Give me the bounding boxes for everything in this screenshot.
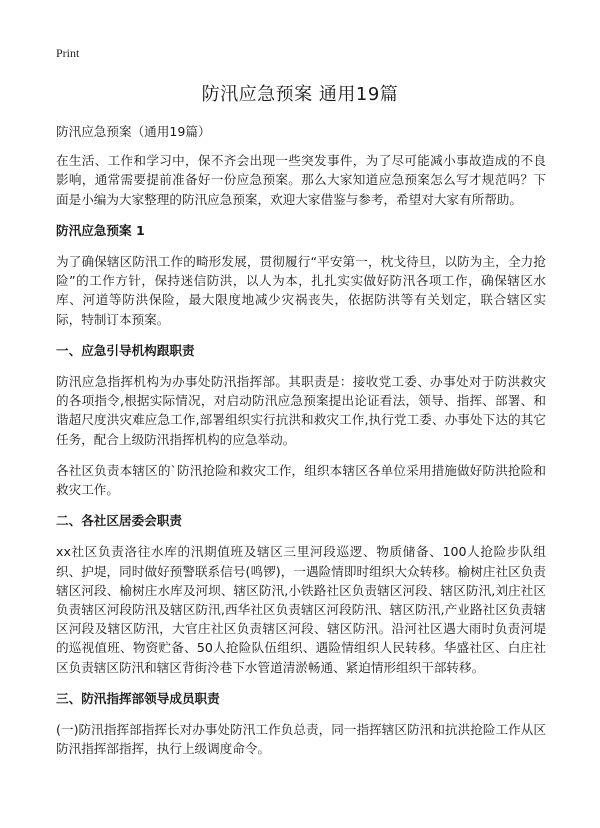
section1-heading: 一、应急引导机构跟职责 (56, 342, 195, 358)
section1-paragraph-1: 防汛应急指挥机构为办事处防汛指挥部。其职责是：接收党工委、办事处对于防洪救灾的各项指令,根据实际情况，对启动防汛应急预案提出论证看法，领导、指挥、部署、和谐超尺度洪灾难应急工作,部署组织实行抗洪和救灾工作,执行党工委、办事处下达的其它任务，配合上级防汛指挥机构的应急举动。 (56, 374, 546, 447)
print-label[interactable]: Print (56, 46, 80, 60)
section2-paragraph: xx社区负责洛往水库的汛期值班及辖区三里河段巡逻、物质储备、100人抢险步队组织、护堤，同时做好预警联系信号(鸣锣)，一遇险情即时组织大众转移。榆树庄社区负责辖区河段、榆树庄水库及河坝、辖区防汛,小铁路社区负责辖区河段、辖区防汛,刘庄社区负责辖区河段防汛及辖区防汛,西华社区负责辖区河段防汛、辖区防汛,产业路社区负责辖区河段及辖区防汛，大官庄社区负责辖区河段、辖区防汛。沿河社区遇大雨时负责河堤的巡视值班、物资贮备、50人抢险队伍组织、遇险情组织人民转移。华盛社区、白庄社区负责辖区防汛和辖区背街泠巷下水管道清淤畅通、紧迫情形组织干部转移。 (56, 544, 546, 675)
section2-heading: 二、各社区居委会职责 (56, 513, 182, 529)
section1-paragraph-2: 各社区负责本辖区的`防汛抢险和救灾工作，组织本辖区各单位采用措施做好防洪抢险和救灾工作。 (56, 462, 546, 498)
page-title: 防汛应急预案 通用19篇 (201, 84, 399, 105)
section3-heading: 三、防汛指挥部领导成员职责 (56, 690, 220, 706)
document-subtitle: 防汛应急预案（通用19篇） (56, 124, 211, 139)
plan-heading: 防汛应急预案 1 (56, 222, 145, 238)
intro-paragraph: 在生活、工作和学习中，保不齐会出现一些突发事件，为了尽可能减小事故造成的不良影响，通常需要提前准备好一份应急预案。那么大家知道应急预案怎么写才规范吗？下面是小编为大家整理的防汛应急预案，欢迎大家借鉴与参考，希望对大家有所帮助。 (56, 153, 546, 207)
section3-paragraph: (一)防汛指挥部指挥长对办事处防汛工作负总责，同一指挥辖区防汛和抗洪抢险工作从区防汛指挥部指挥，执行上级调度命令。 (56, 722, 546, 757)
document-body (56, 122, 546, 770)
plan-paragraph: 为了确保辖区防汛工作的畸形发展，贯彻履行“平安第一，枕戈待旦，以防为主，全力抢险”的工作方针，保持迷信防洪，以人为本，扎扎实实做好防汛各项工作，确保辖区水库、河道等防洪保险，最大限度地减少灾祸丧失，依据防洪等有关划定，联合辖区实际，特制订本预案。 (56, 254, 546, 327)
